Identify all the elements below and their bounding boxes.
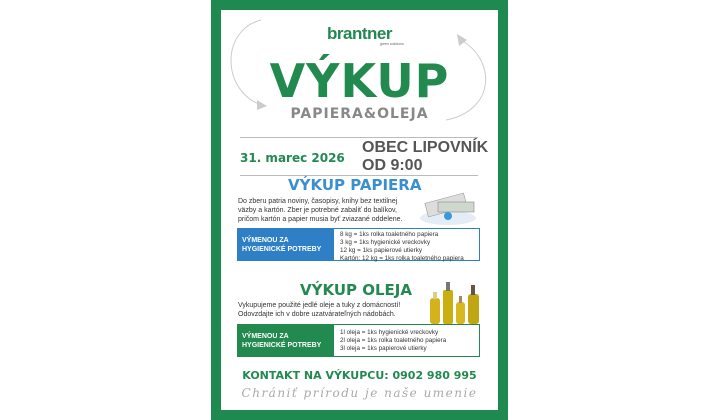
subtitle: PAPIERA&OLEJA xyxy=(290,106,429,122)
oil-text: Vykupujeme použité jedlé oleje a tuky z domácností! Odovzdajte ich v dobre uzatvárateľných nádobách. xyxy=(238,302,401,318)
rate-item: 12 kg = 1ks papierové utierky xyxy=(340,247,423,254)
paper-rates xyxy=(334,229,470,260)
event-place xyxy=(362,139,488,175)
oil-bottles-icon xyxy=(428,280,482,325)
rate-item: 1l oleja = 1ks hygienické vreckovky xyxy=(340,329,439,336)
place-name: OBEC LIPOVNÍK xyxy=(362,139,489,156)
contact-phone: KONTAKT NA VÝKUPCU: 0902 980 995 xyxy=(242,369,477,382)
divider xyxy=(240,137,478,138)
slogan: Chrániť prírodu je naše umenie xyxy=(241,386,478,400)
oil-heading: VÝKUP OLEJA xyxy=(300,281,412,299)
oil-exchange-box xyxy=(237,324,480,357)
paper-exchange-label: VÝMENOU ZA HYGIENICKÉ POTREBY xyxy=(238,229,334,260)
rate-item: 8 kg = 1ks rolka toaletného papiera xyxy=(340,231,439,238)
oil-exchange-label: VÝMENOU ZA HYGIENICKÉ POTREBY xyxy=(238,325,334,356)
paper-text: Do zberu patria noviny, časopisy, knihy bez textilnej väzby a kartón. Zber je potrebné zabaliť do balíkov, pričom kartón a papier musia byť zviazané oddelene. xyxy=(238,198,403,223)
event-date: 31. marec 2026 xyxy=(240,151,345,165)
rate-item: Kartón: 12 kg = 1ks rolka toaletného papiera xyxy=(340,255,464,262)
paper-exchange-box xyxy=(237,228,480,261)
brand-logo: brantner xyxy=(327,24,392,43)
brand-tagline: green solutions xyxy=(380,42,404,46)
rate-item: 2l oleja = 1ks rolka toaletného papiera xyxy=(340,337,447,344)
paper-bundle-icon xyxy=(418,190,480,226)
paper-heading: VÝKUP PAPIERA xyxy=(288,176,422,194)
main-title: VÝKUP xyxy=(269,54,450,108)
rate-item: 3l oleja = 1ks papierové utierky xyxy=(340,345,427,352)
event-time: OD 9:00 xyxy=(362,157,423,174)
oil-rates xyxy=(334,325,452,356)
rate-item: 3 kg = 1ks hygienické vreckovky xyxy=(340,239,431,246)
